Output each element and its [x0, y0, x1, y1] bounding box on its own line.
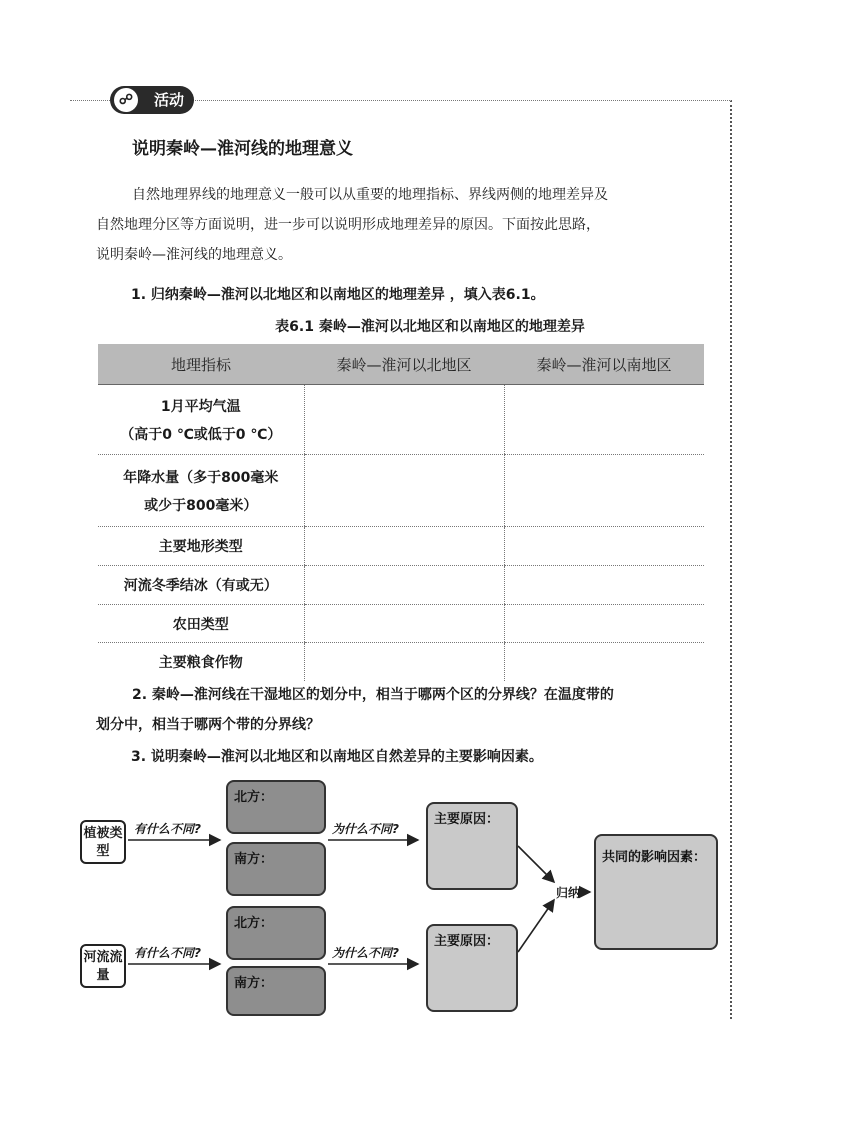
table-row: [98, 643, 704, 681]
label-why-diff-veg: 为什么不同?: [332, 822, 399, 836]
answer-cell-south[interactable]: [504, 385, 704, 455]
box-river-north[interactable]: 北方：: [226, 906, 326, 960]
answer-cell-north[interactable]: [304, 527, 504, 566]
question-2: [96, 680, 712, 740]
box-common-factors[interactable]: 共同的影响因素：: [594, 834, 718, 950]
label-why-diff-river: 为什么不同?: [332, 946, 399, 960]
intro-paragraph: [96, 180, 712, 270]
header-north: 秦岭—淮河以北地区: [304, 344, 504, 385]
answer-cell-north[interactable]: [304, 566, 504, 605]
row-label: 农田类型: [98, 605, 304, 643]
box-veg-south[interactable]: 南方：: [226, 842, 326, 896]
row-label: 年降水量（多于800毫米 或少于800毫米）: [98, 455, 304, 527]
tag-river-flow: 河流流量: [80, 944, 126, 988]
answer-cell-south[interactable]: [504, 455, 704, 527]
tag-vegetation-type: 植被类型: [80, 820, 126, 864]
question-2-line-1: 2. 秦岭—淮河线在干湿地区的划分中，相当于哪两个区的分界线？在温度带的: [132, 687, 614, 703]
activity-badge: [110, 86, 194, 114]
answer-cell-north[interactable]: [304, 605, 504, 643]
question-3: 3. 说明秦岭—淮河以北地区和以南地区自然差异的主要影响因素。: [131, 749, 543, 765]
answer-cell-south[interactable]: [504, 643, 704, 681]
row-label: 主要地形类型: [98, 527, 304, 566]
answer-cell-north[interactable]: [304, 455, 504, 527]
answer-cell-north[interactable]: [304, 385, 504, 455]
question-2-line-2: 划分中，相当于哪两个带的分界线？: [96, 717, 320, 733]
header-south: 秦岭—淮河以南地区: [504, 344, 704, 385]
label-induce: 归纳: [556, 886, 581, 900]
activity-title: 说明秦岭—淮河线的地理意义: [132, 139, 353, 159]
answer-cell-north[interactable]: [304, 643, 504, 681]
table-header-row: [98, 344, 704, 385]
answer-cell-south[interactable]: [504, 527, 704, 566]
header-indicator: 地理指标: [98, 344, 304, 385]
intro-line-1: 自然地理界线的地理意义一般可以从重要的地理指标、界线两侧的地理差异及: [132, 187, 608, 203]
label-what-diff-river: 有什么不同?: [134, 946, 201, 960]
table-row: [98, 385, 704, 455]
table-row: [98, 566, 704, 605]
arrow-reason1-to-induce: [518, 846, 554, 882]
box-main-reason-river[interactable]: 主要原因：: [426, 924, 518, 1012]
table-caption: 表6.1 秦岭—淮河以北地区和以南地区的地理差异: [275, 319, 585, 335]
table-row: [98, 527, 704, 566]
row-label: 主要粮食作物: [158, 654, 243, 671]
arrow-reason2-to-induce: [518, 900, 554, 952]
activity-icon: ☍: [114, 88, 138, 112]
label-what-diff-veg: 有什么不同?: [134, 822, 201, 836]
row-label: 1月平均气温 （高于0 ℃或低于0 ℃）: [98, 385, 304, 455]
factor-flow-diagram: [78, 776, 728, 1016]
geo-difference-table: [98, 344, 704, 681]
answer-cell-south[interactable]: [504, 605, 704, 643]
badge-label: 活动: [153, 91, 184, 109]
box-main-reason-veg[interactable]: 主要原因：: [426, 802, 518, 890]
question-1: 1. 归纳秦岭—淮河以北地区和以南地区的地理差异 ，填入表6.1。: [131, 287, 545, 303]
answer-cell-south[interactable]: [504, 566, 704, 605]
box-veg-north[interactable]: 北方：: [226, 780, 326, 834]
box-river-south[interactable]: 南方：: [226, 966, 326, 1016]
table-row: [98, 455, 704, 527]
intro-line-2: 自然地理分区等方面说明，进一步可以说明形成地理差异的原因。下面按此思路，: [96, 217, 600, 233]
row-label: 河流冬季结冰（有或无）: [98, 566, 304, 605]
intro-line-3: 说明秦岭—淮河线的地理意义。: [96, 247, 292, 263]
table-row: [98, 605, 704, 643]
